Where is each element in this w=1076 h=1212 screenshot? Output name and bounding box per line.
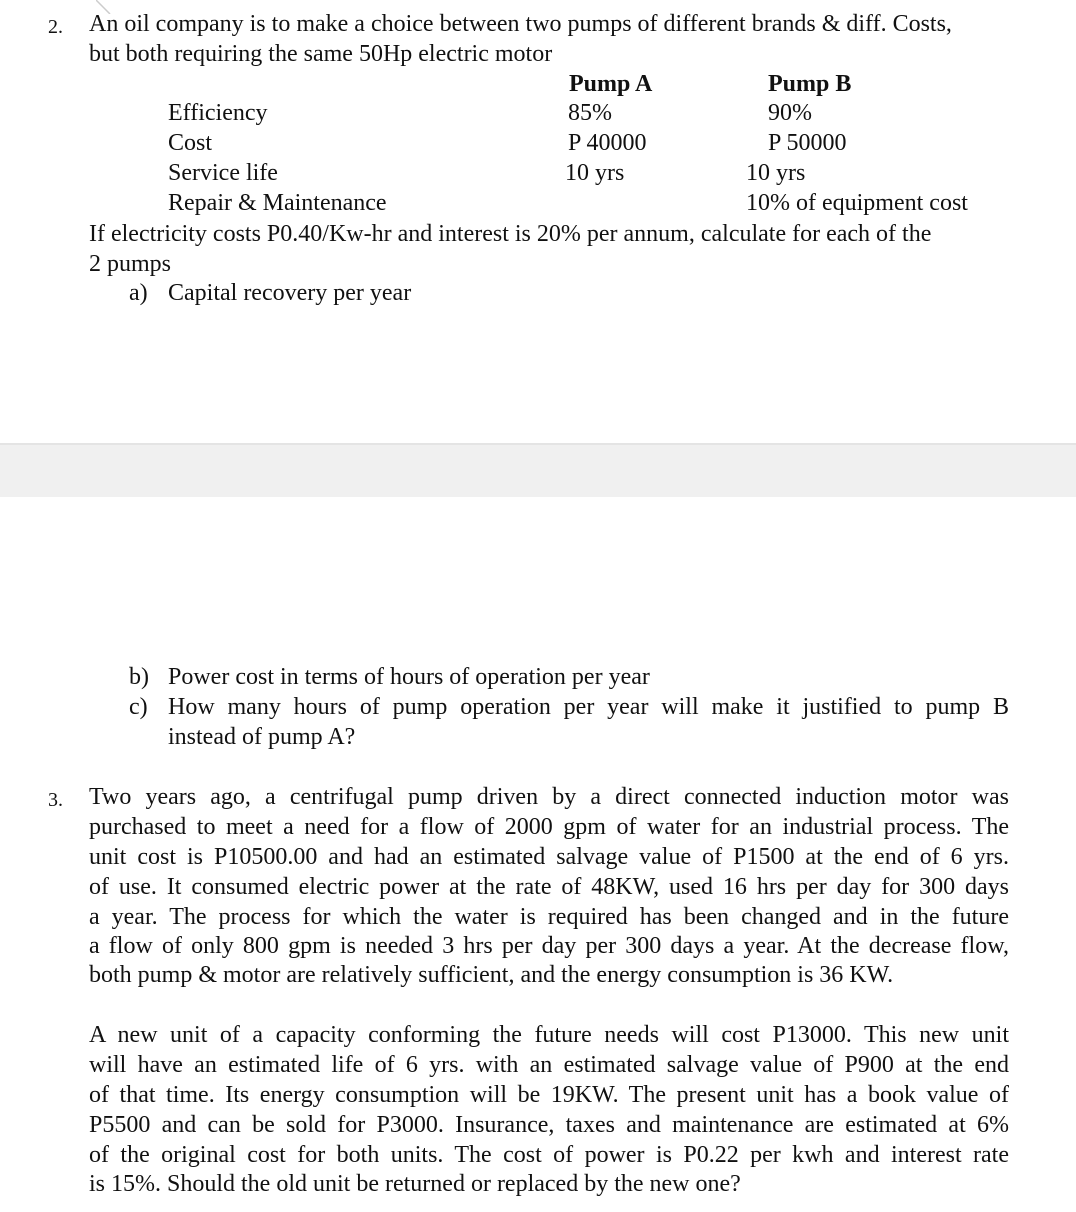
row-label-cost: Cost <box>168 130 213 156</box>
row-service-life-b: 10 yrs <box>746 160 806 186</box>
row-label-repair: Repair & Maintenance <box>168 190 387 216</box>
item-a-text: Capital recovery per year <box>168 280 412 306</box>
q3-p1-line-6: a flow of only 800 gpm is needed 3 hrs per day per 300 days a year. At the decrease flow, <box>89 933 1009 959</box>
q3-p1-line-4: of use. It consumed electric power at the rate of 48KW, used 16 hrs per day for 300 days <box>89 874 1009 900</box>
page-top <box>0 0 1076 443</box>
q3-p1-line-5: a year. The process for which the water is required has been changed and in the future <box>89 904 1009 930</box>
item-c-marker: c) <box>129 694 148 720</box>
row-cost-b: P 50000 <box>768 130 847 156</box>
q3-p2-line-6: is 15%. Should the old unit be returned or replaced by the new one? <box>89 1171 741 1197</box>
q2-after-line-2: 2 pumps <box>89 251 172 277</box>
row-label-efficiency: Efficiency <box>168 100 268 126</box>
q3-p2-line-5: of the original cost for both units. The cost of power is P0.22 per kwh and interest rate <box>89 1142 1009 1168</box>
q3-p1-line-3: unit cost is P10500.00 and had an estimated salvage value of P1500 at the end of 6 yrs. <box>89 844 1009 870</box>
q3-p2-line-4: P5500 and can be sold for P3000. Insurance, taxes and maintenance are estimated at 6% <box>89 1112 1009 1138</box>
row-efficiency-b: 90% <box>768 100 812 126</box>
item-b-marker: b) <box>129 664 149 690</box>
q2-intro-line-2: but both requiring the same 50Hp electric motor <box>89 41 553 67</box>
page-bottom <box>0 497 1076 1212</box>
page-separator <box>0 443 1076 499</box>
question-2-number: 2. <box>48 16 63 38</box>
table-header-pump-a: Pump A <box>569 71 653 97</box>
item-a-marker: a) <box>129 280 148 306</box>
q3-p1-line-1: Two years ago, a centrifugal pump driven by a direct connected induction motor was <box>89 784 1009 810</box>
row-service-life-a: 10 yrs <box>565 160 625 186</box>
q3-p2-line-2: will have an estimated life of 6 yrs. with an estimated salvage value of P900 at the end <box>89 1052 1009 1078</box>
q2-intro-line-1: An oil company is to make a choice between two pumps of different brands & diff. Costs, <box>89 11 952 37</box>
table-header-pump-b: Pump B <box>768 71 852 97</box>
item-c-text-line-2: instead of pump A? <box>168 724 356 750</box>
item-b-text: Power cost in terms of hours of operation per year <box>168 664 650 690</box>
row-repair-b: 10% of equipment cost <box>746 190 968 216</box>
item-c-text-line-1: How many hours of pump operation per year will make it justified to pump B <box>168 694 1009 720</box>
page-corner-mark <box>96 0 136 14</box>
row-label-service-life: Service life <box>168 160 278 186</box>
row-efficiency-a: 85% <box>568 100 612 126</box>
row-cost-a: P 40000 <box>568 130 647 156</box>
q3-p1-line-7: both pump & motor are relatively sufficient, and the energy consumption is 36 KW. <box>89 962 894 988</box>
question-3-number: 3. <box>48 789 63 811</box>
q3-p1-line-2: purchased to meet a need for a flow of 2000 gpm of water for an industrial process. The <box>89 814 1009 840</box>
q3-p2-line-3: of that time. Its energy consumption will be 19KW. The present unit has a book value of <box>89 1082 1009 1108</box>
q2-after-line-1: If electricity costs P0.40/Kw-hr and interest is 20% per annum, calculate for each of the <box>89 221 932 247</box>
q3-p2-line-1: A new unit of a capacity conforming the future needs will cost P13000. This new unit <box>89 1022 1009 1048</box>
